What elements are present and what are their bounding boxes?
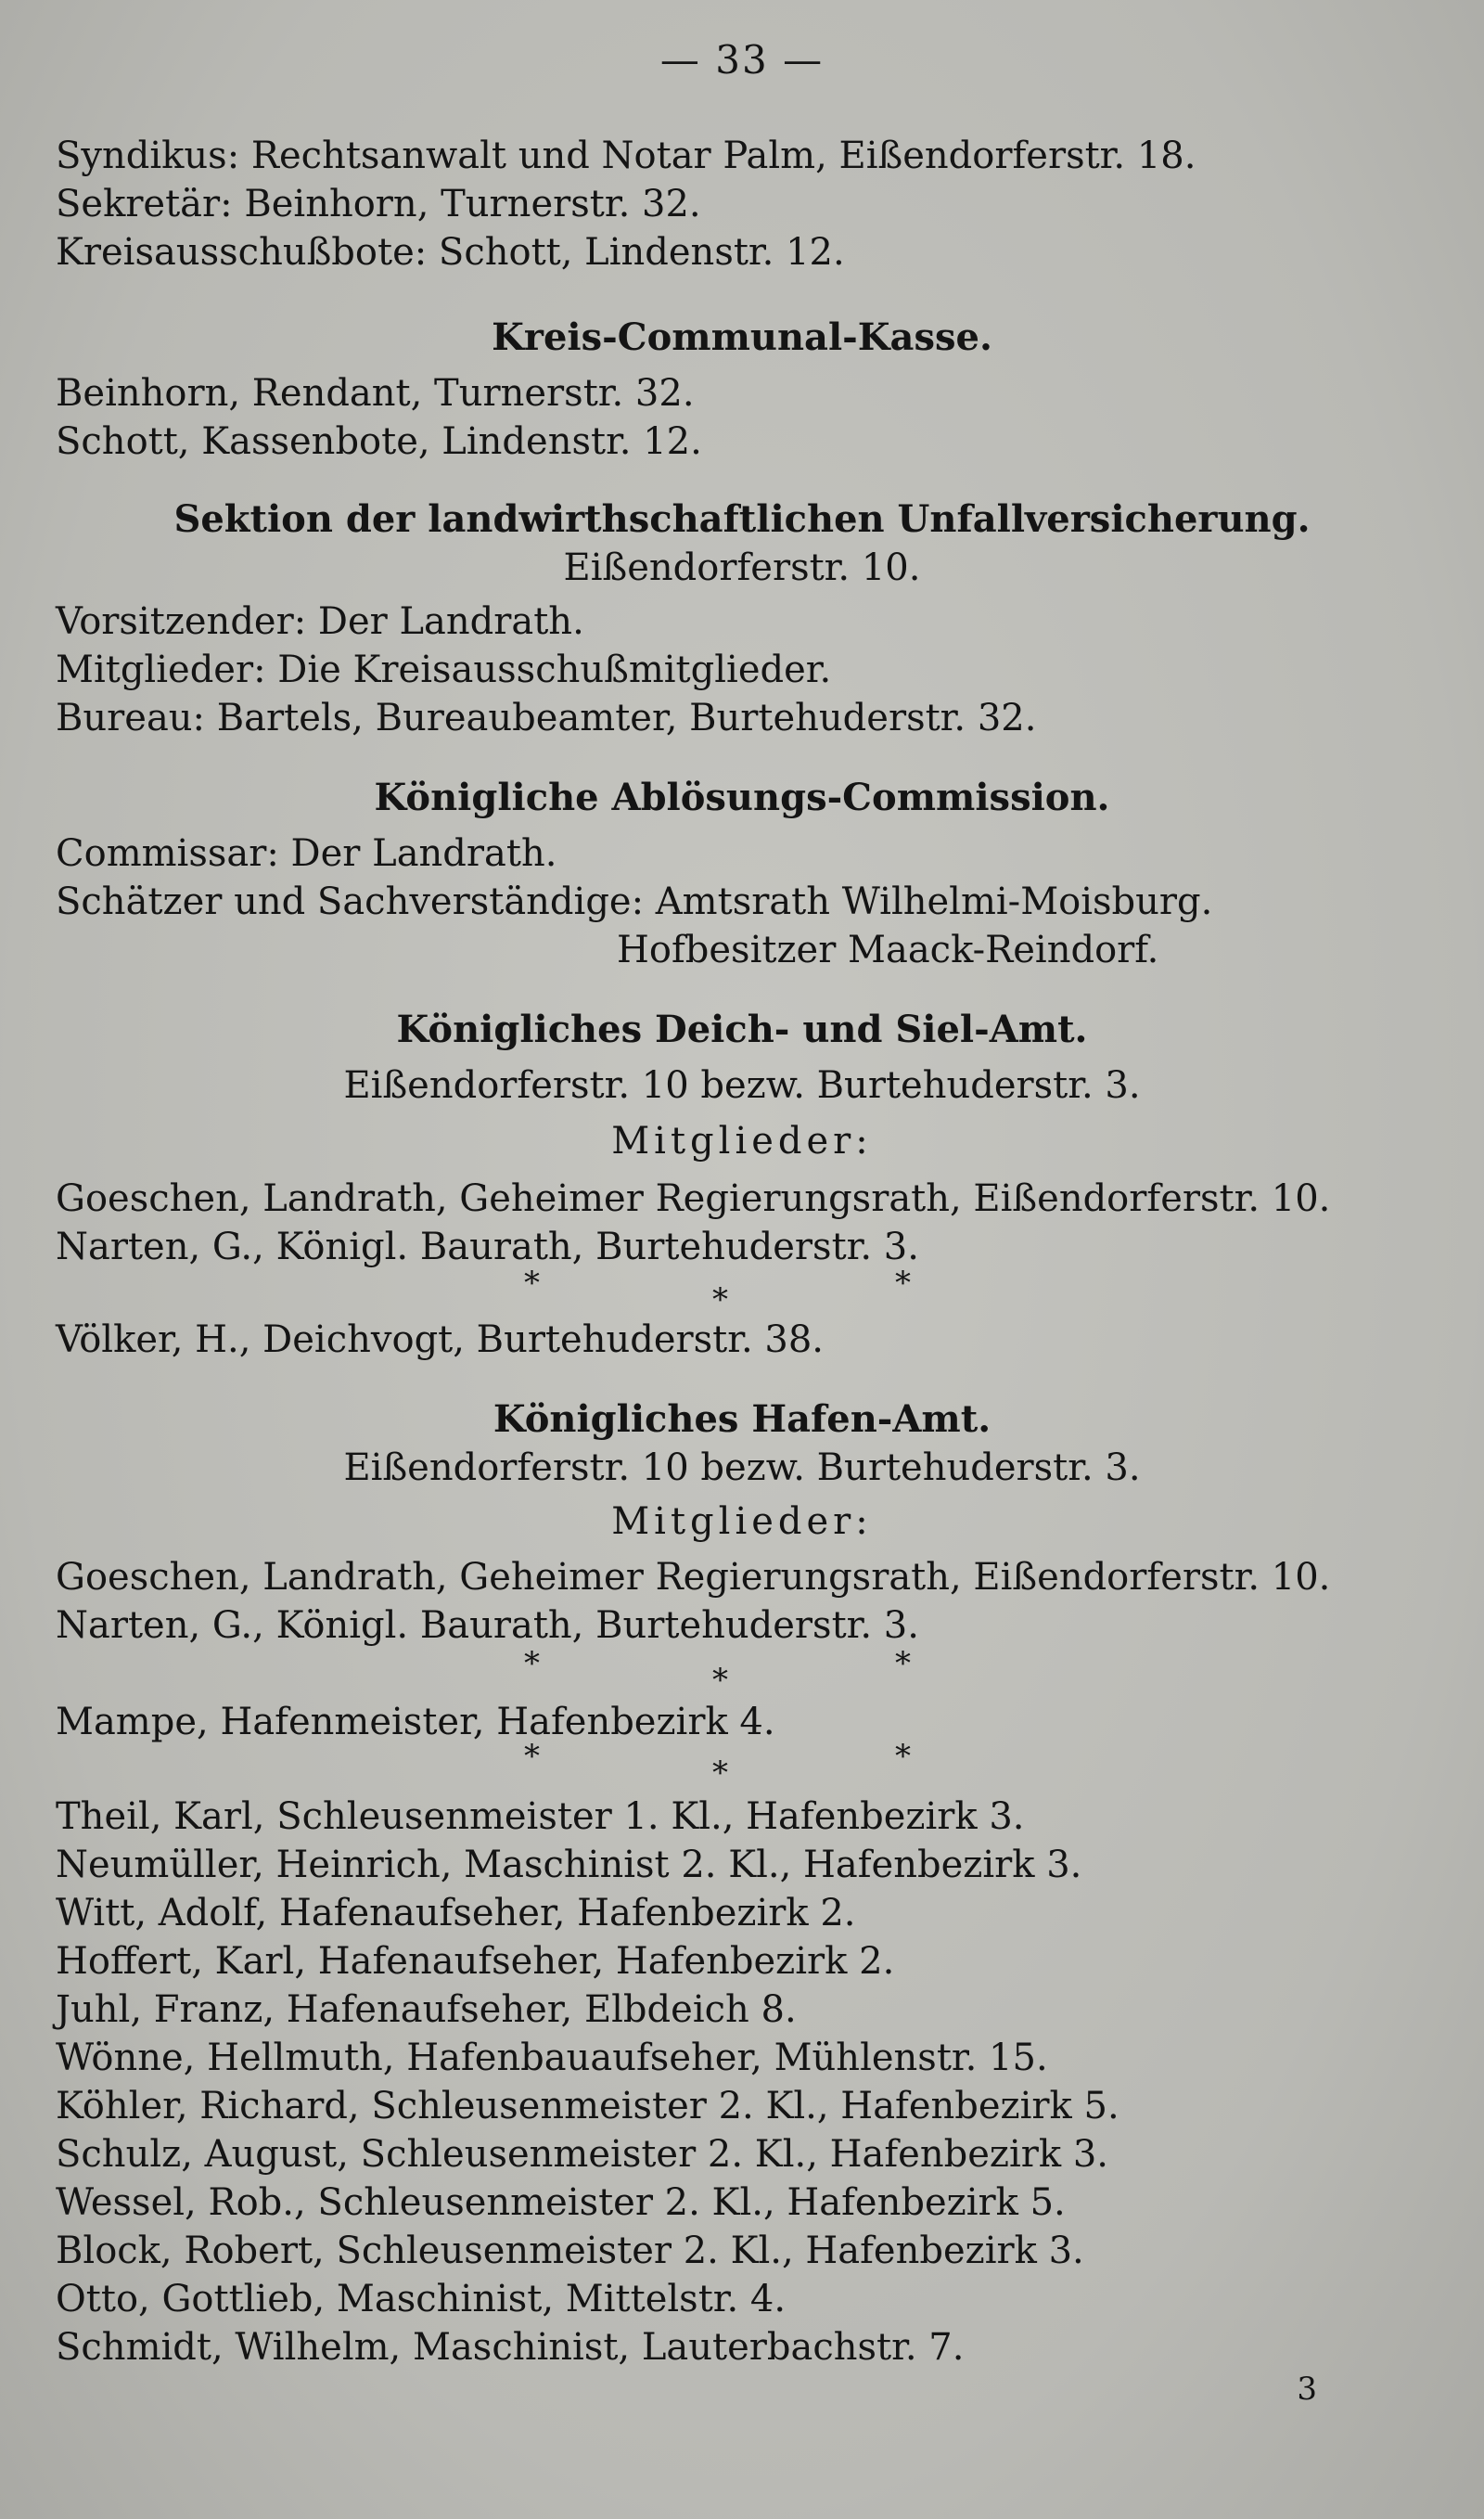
separator-star: * xyxy=(712,1281,728,1318)
staff-line: Theil, Karl, Schleusenmeister 1. Kl., Hafenbezirk 3. xyxy=(56,1795,1025,1838)
text-line: Narten, G., Königl. Baurath, Burtehuderstr. 3. xyxy=(56,1226,919,1268)
separator-star: * xyxy=(524,1645,540,1682)
text-line: Vorsitzender: Der Landrath. xyxy=(56,600,584,643)
text-line: Mitglieder: Die Kreisausschußmitglieder. xyxy=(56,649,832,691)
staff-line: Wönne, Hellmuth, Hafenbauaufseher, Mühlenstr. 15. xyxy=(56,2037,1048,2079)
staff-line: Neumüller, Heinrich, Maschinist 2. Kl., Hafenbezirk 3. xyxy=(56,1844,1082,1886)
members-heading: Mitglieder: xyxy=(611,1120,873,1163)
text-line: Schott, Kassenbote, Lindenstr. 12. xyxy=(56,420,702,463)
staff-line: Block, Robert, Schleusenmeister 2. Kl., Hafenbezirk 3. xyxy=(56,2230,1084,2272)
text-line: Hofbesitzer Maack-Reindorf. xyxy=(617,929,1159,971)
text-line: Goeschen, Landrath, Geheimer Regierungsrath, Eißendorferstr. 10. xyxy=(56,1556,1331,1599)
section-heading: Königliches Deich- und Siel-Amt. xyxy=(396,1008,1088,1051)
text-line: Beinhorn, Rendant, Turnerstr. 32. xyxy=(56,372,695,415)
text-line: Commissar: Der Landrath. xyxy=(56,832,557,875)
separator-stars xyxy=(0,1267,1484,1323)
section-address: Eißendorferstr. 10 bezw. Burtehuderstr. 3. xyxy=(343,1064,1141,1107)
text-line: Goeschen, Landrath, Geheimer Regierungsrath, Eißendorferstr. 10. xyxy=(56,1177,1331,1220)
text-line: Sekretär: Beinhorn, Turnerstr. 32. xyxy=(56,183,701,225)
staff-line: Witt, Adolf, Hafenaufseher, Hafenbezirk 2. xyxy=(56,1892,856,1934)
section-heading: Kreis-Communal-Kasse. xyxy=(492,315,992,359)
text-line: Syndikus: Rechtsanwalt und Notar Palm, Eißendorferstr. 18. xyxy=(56,135,1196,177)
signature-mark: 3 xyxy=(1297,2371,1317,2408)
section-address: Eißendorferstr. 10. xyxy=(563,546,921,589)
staff-line: Hoffert, Karl, Hafenaufseher, Hafenbezirk 2. xyxy=(56,1940,895,1983)
separator-star: * xyxy=(712,1754,728,1792)
text-line: Mampe, Hafenmeister, Hafenbezirk 4. xyxy=(56,1701,775,1743)
text-line: Bureau: Bartels, Bureaubeamter, Burtehuderstr. 32. xyxy=(56,697,1037,739)
section-address: Eißendorferstr. 10 bezw. Burtehuderstr. 3. xyxy=(343,1446,1141,1489)
staff-line: Schmidt, Wilhelm, Maschinist, Lauterbachstr. 7. xyxy=(56,2326,965,2369)
separator-star: * xyxy=(524,1738,540,1775)
text-line: Kreisausschußbote: Schott, Lindenstr. 12. xyxy=(56,231,845,274)
section-heading: Königliche Ablösungs-Commission. xyxy=(374,776,1110,819)
separator-star: * xyxy=(712,1662,728,1699)
staff-line: Wessel, Rob., Schleusenmeister 2. Kl., Hafenbezirk 5. xyxy=(56,2181,1066,2224)
separator-stars xyxy=(0,1738,1484,1796)
staff-line: Köhler, Richard, Schleusenmeister 2. Kl., Hafenbezirk 5. xyxy=(56,2085,1119,2127)
separator-star: * xyxy=(895,1738,911,1775)
members-heading: Mitglieder: xyxy=(611,1500,873,1543)
page-number: — 33 — xyxy=(659,37,825,83)
staff-line: Juhl, Franz, Hafenaufseher, Elbdeich 8. xyxy=(56,1988,797,2031)
text-line: Schätzer und Sachverständige: Amtsrath Wilhelmi-Moisburg. xyxy=(56,880,1213,923)
separator-star: * xyxy=(524,1265,540,1302)
staff-line: Schulz, August, Schleusenmeister 2. Kl., Hafenbezirk 3. xyxy=(56,2133,1108,2176)
staff-line: Otto, Gottlieb, Maschinist, Mittelstr. 4. xyxy=(56,2278,787,2320)
text-line: Narten, G., Königl. Baurath, Burtehuderstr. 3. xyxy=(56,1604,919,1647)
separator-star: * xyxy=(895,1645,911,1682)
separator-stars xyxy=(0,1645,1484,1703)
text-line: Völker, H., Deichvogt, Burtehuderstr. 38. xyxy=(56,1318,824,1361)
separator-star: * xyxy=(895,1265,911,1302)
section-heading: Sektion der landwirthschaftlichen Unfallversicherung. xyxy=(173,497,1311,541)
section-heading: Königliches Hafen-Amt. xyxy=(493,1397,991,1441)
